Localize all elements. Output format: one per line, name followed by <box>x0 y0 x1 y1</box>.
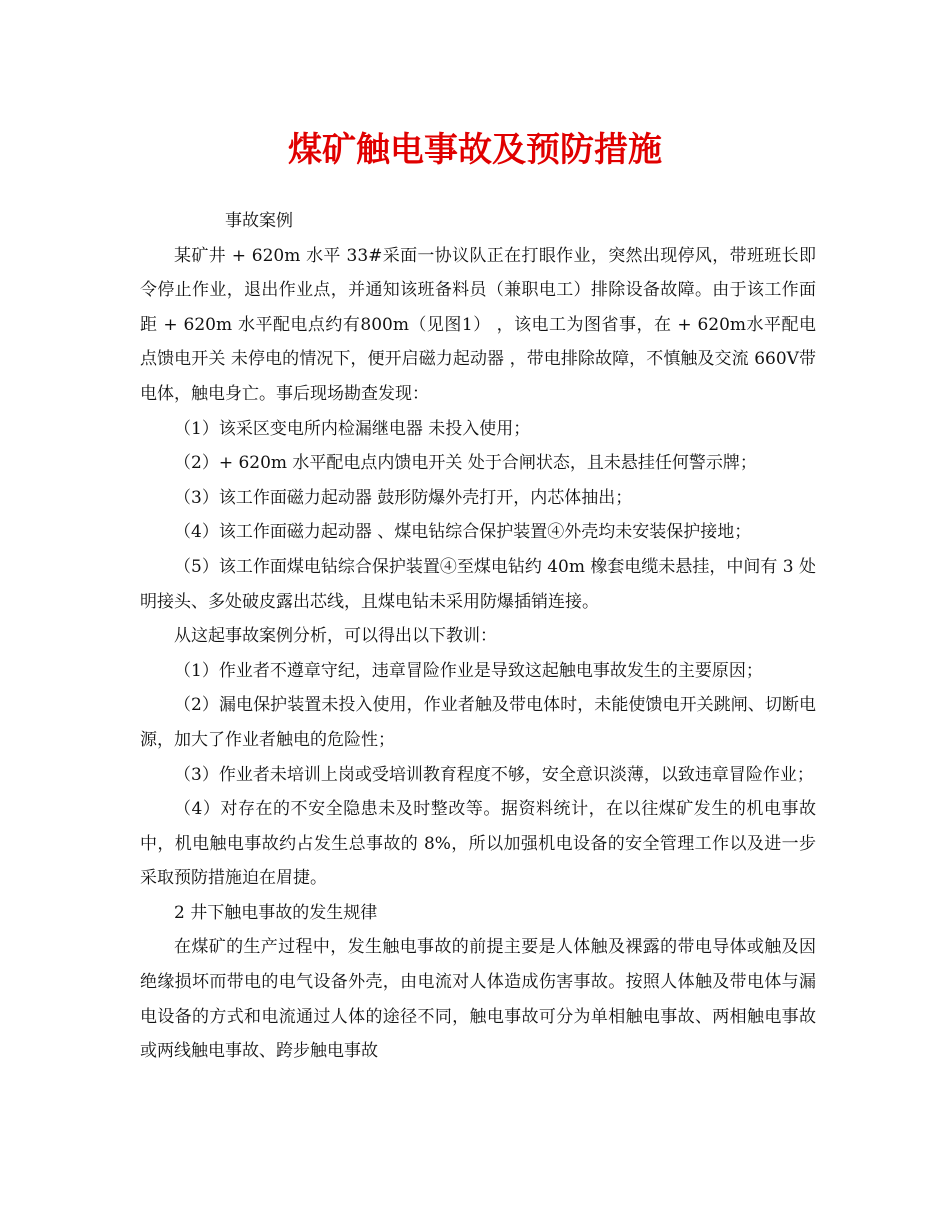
finding-item-2: （2）+ 620m 水平配电点内馈电开关 处于合闸状态，且未悬挂任何警示牌； <box>174 453 757 474</box>
finding-item-4: （4）该工作面磁力起动器 、煤电钻综合保护装置④外壳均未安装保护接地； <box>174 522 752 543</box>
document-title: 煤矿触电事故及预防措施 <box>288 130 662 170</box>
paragraph-patterns: 在煤矿的生产过程中，发生触电事故的前提主要是人体触及裸露的带电导体或触及因绝缘损坏而带电的电气设备外壳，由电流对人体造成伤害事故。按照人体触及带电体与漏电设备的方式和电流通过人体的途径不同，触电事故可分为单相触电事故、两相触电事故或两线触电事故、跨步触电事故 <box>140 937 816 1062</box>
lesson-item-4: （4）对存在的不安全隐患未及时整改等。据资料统计，在以往煤矿发生的机电事故中，机电触电事故约占发生总事故的 8%，所以加强机电设备的安全管理工作以及进一步采取预防措施迫在眉捷。 <box>140 799 816 889</box>
section-heading-case: 事故案例 <box>225 211 293 231</box>
finding-item-5: （5）该工作面煤电钻综合保护装置④至煤电钻约 40m 橡套电缆未悬挂，中间有 3 处明接头、多处破皮露出芯线，且煤电钻未采用防爆插销连接。 <box>140 556 816 612</box>
document-body <box>140 204 816 1069</box>
paragraph-case-description: 某矿井 + 620m 水平 33#采面一协议队正在打眼作业，突然出现停风，带班班长即令停止作业，退出作业点，并通知该班备料员（兼职电工）排除设备故障。由于该工作面距 + 620m 水平配电点约有800m（见图1） ，该电工为图省事，在 + 620m水平配电点馈电开关 未停电的情况下，便开启磁力起动器 ，带电排除故障，不慎触及交流 660V带电体，触电身亡。事后现场勘查发现： <box>140 245 816 404</box>
lesson-item-1: （1）作业者不遵章守纪，违章冒险作业是导致这起触电事故发生的主要原因； <box>174 660 763 681</box>
finding-item-1: （1）该采区变电所内检漏继电器 未投入使用； <box>174 418 531 439</box>
finding-item-3: （3）该工作面磁力起动器 鼓形防爆外壳打开，内芯体抽出； <box>174 487 633 508</box>
paragraph-lessons-intro: 从这起事故案例分析，可以得出以下教训： <box>174 626 497 647</box>
section-heading-patterns: 2 井下触电事故的发生规律 <box>174 902 378 923</box>
lesson-item-2: （2）漏电保护装置未投入使用，作业者触及带电体时，未能使馈电开关跳闸、切断电源，加大了作业者触电的危险性； <box>140 695 816 750</box>
lesson-item-3: （3）作业者未培训上岗或受培训教育程度不够，安全意识淡薄，以致违章冒险作业； <box>174 764 814 785</box>
